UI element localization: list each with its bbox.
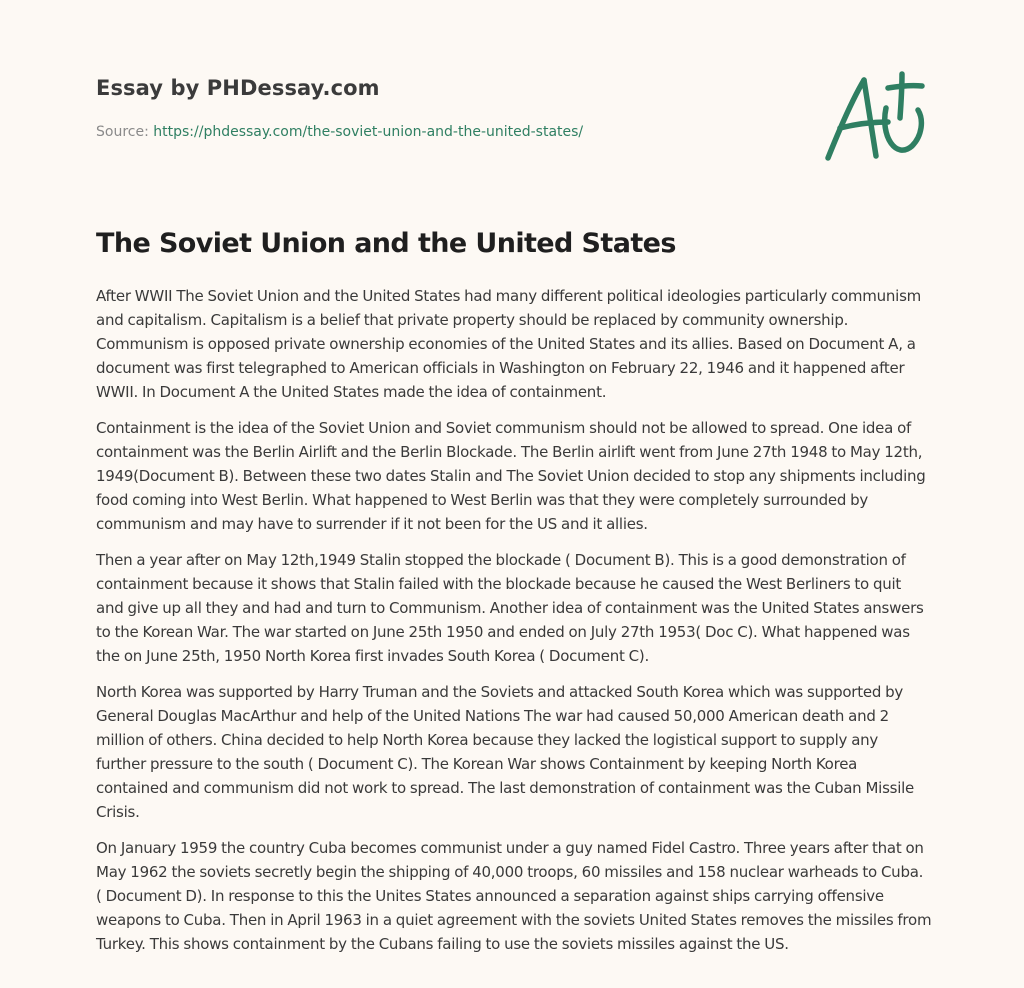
article-body <box>96 284 932 968</box>
paragraph: Then a year after on May 12th,1949 Stalin stopped the blockade ( Document B). This is a good demonstration of containment because it shows that Stalin failed with the blockade because he caused the West Berliners to quit and give up all they and had and turn to Communism. Another idea of containment was the United States answers to the Korean War. The war started on June 25th 1950 and ended on July 27th 1953( Doc C). What happened was the on June 25th, 1950 North Korea first invades South Korea ( Document C). <box>96 551 924 665</box>
source-label: Source: <box>96 124 154 140</box>
source-link[interactable]: https://phdessay.com/the-soviet-union-and-the-united-states/ <box>153 124 584 140</box>
paragraph: Containment is the idea of the Soviet Union and Soviet communism should not be allowed to spread. One idea of containment was the Berlin Airlift and the Berlin Blockade. The Berlin airlift went from June 27th 1948 to May 12th, 1949(Document B). Between these two dates Stalin and The Soviet Union decided to stop any shipments including food coming into West Berlin. What happened to West Berlin was that they were completely surrounded by communism and may have to surrender if it not been for the US and it allies. <box>96 419 926 533</box>
brand-title: Essay by PHDessay.com <box>96 76 380 100</box>
paragraph: North Korea was supported by Harry Truman and the Soviets and attacked South Korea which was supported by General Douglas MacArthur and help of the United Nations The war had caused 50,000 American death and 2 million of others. China decided to help North Korea because they lacked the logistical support to supply any further pressure to the south ( Document C). The Korean War shows Containment by keeping North Korea contained and communism did not work to spread. The last demonstration of containment was the Cuban Missile Crisis. <box>96 683 915 821</box>
page-title: The Soviet Union and the United States <box>96 228 676 259</box>
a-plus-logo-icon <box>822 66 930 166</box>
paragraph: After WWII The Soviet Union and the United States had many different political ideologies particularly communism and capitalism. Capitalism is a belief that private property should be replaced by community ownership. Communism is opposed private ownership economies of the United States and its allies. Based on Document A, a document was first telegraphed to American officials in Washington on February 22, 1946 and it happened after WWII. In Document A the United States made the idea of containment. <box>96 287 921 401</box>
source-line <box>96 124 583 140</box>
paragraph: On January 1959 the country Cuba becomes communist under a guy named Fidel Castro. Three years after that on May 1962 the soviets secretly begin the shipping of 40,000 troops, 60 missiles and 158 nuclear warheads to Cuba. ( Document D). In response to this the Unites States announced a separation against ships carrying offensive weapons to Cuba. Then in April 1963 in a quiet agreement with the soviets United States removes the missiles from Turkey. This shows containment by the Cubans failing to use the soviets missiles against the US. <box>96 839 932 953</box>
